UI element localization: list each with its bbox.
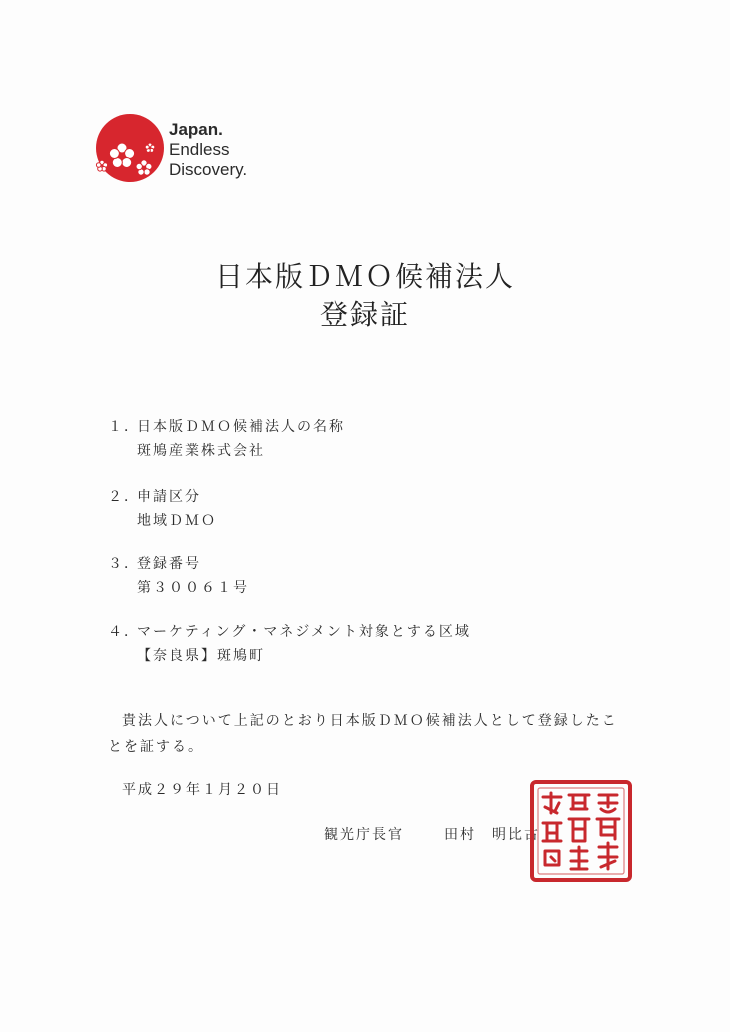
item-number: ４． — [108, 624, 140, 640]
item-label-application-category: 申請区分 — [137, 489, 201, 505]
logo-line-endless: Endless — [169, 140, 230, 159]
item-label-target-area: マーケティング・マネジメント対象とする区域 — [137, 624, 471, 640]
issue-date: 平成２９年１月２０日 — [122, 782, 282, 798]
logo-wordmark — [169, 120, 247, 180]
logo-line-discovery: Discovery. — [169, 160, 248, 179]
logo-line-japan: Japan. — [169, 120, 223, 139]
item-value-target-area: 【奈良県】斑鳩町 — [137, 648, 265, 664]
item-label-registration-number: 登録番号 — [137, 556, 201, 572]
official-seal-stamp — [529, 779, 633, 883]
item-number: ２． — [108, 489, 140, 505]
item-label-corporate-name: 日本版ＤＭＯ候補法人の名称 — [137, 419, 345, 435]
cherry-blossom-sun-icon — [92, 112, 172, 192]
item-value-application-category: 地域ＤＭＯ — [137, 513, 217, 529]
certificate-subtitle: 登録証 — [319, 298, 410, 331]
issuer-name: 田村 明比古 — [444, 827, 540, 843]
japan-endless-discovery-logo — [92, 112, 262, 192]
item-number: １． — [108, 419, 140, 435]
item-number: ３． — [108, 556, 140, 572]
certification-statement-line2: とを証する。 — [108, 739, 204, 755]
item-value-registration-number: 第３００６１号 — [137, 580, 249, 596]
issuer-title: 観光庁長官 — [324, 827, 404, 843]
certification-statement-line1: 貴法人について上記のとおり日本版ＤＭＯ候補法人として登録したこ — [122, 713, 618, 729]
certificate-title: 日本版ＤＭＯ候補法人 — [214, 260, 515, 293]
item-value-corporate-name: 斑鳩産業株式会社 — [137, 443, 265, 459]
